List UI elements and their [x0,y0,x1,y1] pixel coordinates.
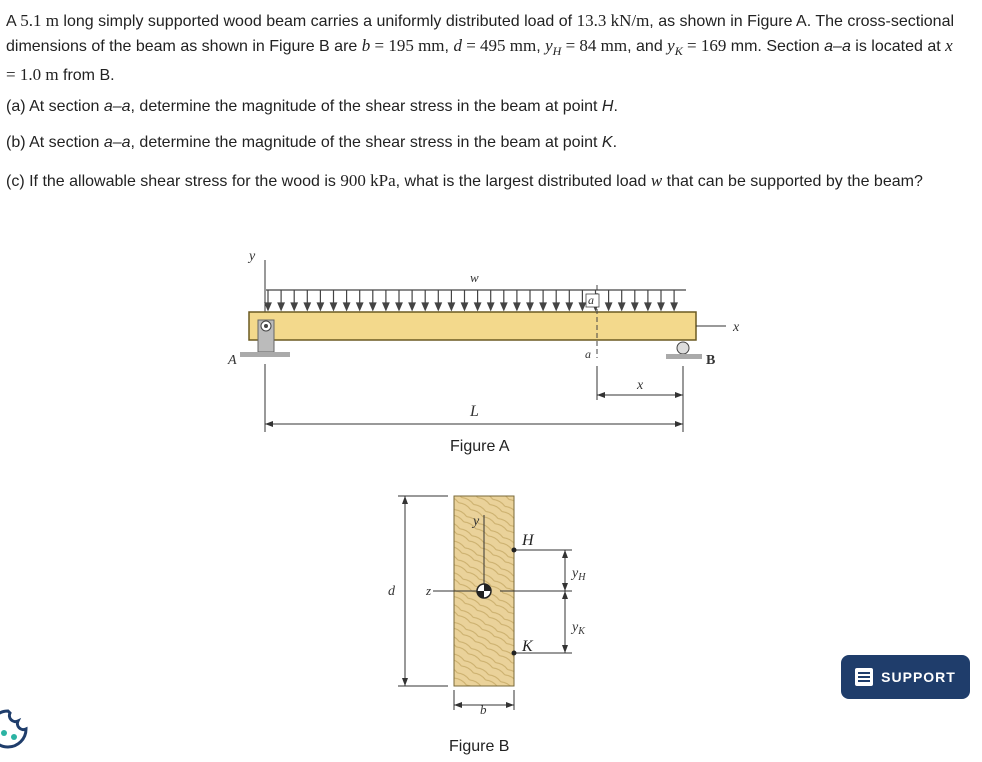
load-arrow-head [645,303,651,310]
question-a: (a) At section a–a, determine the magnitude of the shear stress in the beam at point H. [6,98,618,115]
figure-a-caption: Figure A [450,438,510,455]
load-arrow-head [514,303,520,310]
load-arrow-head [475,303,481,310]
load-arrow-head [331,303,337,310]
load-arrow-head [501,303,507,310]
load-arrow-head [370,303,376,310]
load-arrow-head [553,303,559,310]
question-c: (c) If the allowable shear stress for the wood is 900 kPa, what is the largest distributed load w that can be supported by the beam? [6,171,923,190]
load-arrow-head [396,303,402,310]
label-a-point: A [228,353,237,368]
chat-icon [855,668,873,686]
load-arrow-head [606,303,612,310]
load-arrow-head [632,303,638,310]
label-yK: $y_K$ [572,620,585,637]
load-arrow-head [448,303,454,310]
load-arrow-head [527,303,533,310]
beam [249,312,696,340]
label-w: w [470,270,479,285]
load-arrow-head [619,303,625,310]
question-b: (b) At section a–a, determine the magnitude of the shear stress in the beam at point K. [6,134,618,151]
figure-b-caption: Figure B [449,738,510,755]
load-arrow-head [344,303,350,310]
label-y-section: y [473,514,480,529]
load-arrow-head [357,303,363,310]
load-arrow-head [317,303,323,310]
label-z: z [426,583,432,598]
label-H: H [522,532,534,549]
roller-support-b [666,342,702,359]
load-arrow-head [566,303,572,310]
load-arrow-head [540,303,546,310]
load-arrow-head [304,303,310,310]
load-arrow-head [409,303,415,310]
label-b-point: B [706,353,716,368]
load-arrow-head [579,303,585,310]
load-arrow-head [291,303,297,310]
support-button[interactable] [841,655,970,699]
load-arrow-head [671,303,677,310]
load-arrow-head [658,303,664,310]
figure-b-diagram [0,485,982,725]
label-a-top: a [588,293,594,307]
problem-intro: A 5.1 m long simply supported wood beam carries a uniformly distributed load of 13.3 kN/m, as shown in Figure A. The cross-sectional dimensions of the beam as shown in Figure B are b = 195 mm, d = 495 mm, $y_H = 84$ mm, and $y_K = 169$ mm. Section a–a is located at x = 1.0 m from B. [6,11,955,85]
load-arrow-head [278,303,284,310]
label-y-axis: y [249,249,256,264]
cookie-icon[interactable] [0,707,30,751]
distributed-load-arrows [265,290,686,310]
label-yH: $y_H$ [572,566,586,583]
load-arrow-head [383,303,389,310]
load-arrow-head [265,303,271,310]
label-a-bottom: a [585,347,591,361]
load-arrow-head [462,303,468,310]
label-L: L [470,403,479,420]
label-K: K [522,638,533,655]
label-b: b [480,702,487,717]
label-d: d [388,584,395,599]
load-arrow-head [488,303,494,310]
support-label: SUPPORT [881,669,956,685]
load-arrow-head [422,303,428,310]
label-x-dimension: x [637,378,644,393]
load-arrow-head [435,303,441,310]
label-x-axis: x [733,320,740,335]
